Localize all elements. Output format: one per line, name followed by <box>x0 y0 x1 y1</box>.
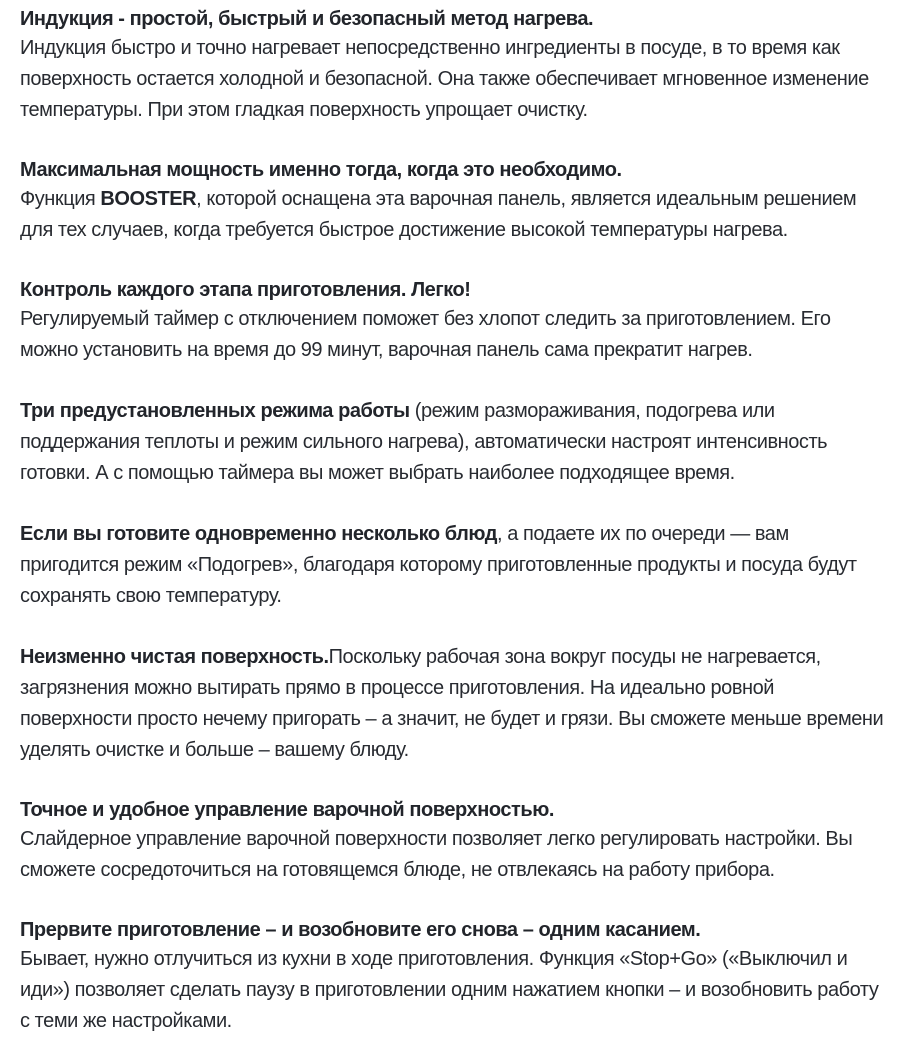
section-body <box>20 396 891 489</box>
section-body <box>20 824 891 886</box>
section-body <box>20 944 891 1037</box>
text-run: Бывает, нужно отлучиться из кухни в ходе приготовления. Функция «Stop+Go» («Выключил и иди») позволяет сделать паузу в приготовлении одним нажатием кнопки – и возобновить работу с теми же настройками. <box>20 948 879 1032</box>
section-body <box>20 642 891 766</box>
text-run: Поскольку рабочая зона вокруг посуды не нагревается, загрязнения можно вытирать прямо в процессе приготовления. На идеально ровной поверхности просто нечему пригорать – а значит, не будет и грязи. Вы сможете меньше времени уделять очистке и больше – вашему блюду. <box>20 646 884 761</box>
bold-text-run: Контроль каждого этапа приготовления. Легко! <box>20 279 471 301</box>
section-body <box>20 33 891 126</box>
text-run: Индукция быстро и точно нагревает непосредственно ингредиенты в посуде, в то время как поверхность остается холодной и безопасной. Она также обеспечивает мгновенное изменение температуры. При этом гладкая поверхность упрощает очистку. <box>20 37 869 121</box>
section-heading <box>20 5 891 33</box>
section-body <box>20 184 891 246</box>
description-section <box>20 916 891 1037</box>
bold-text-run: Три предустановленных режима работы <box>20 400 410 422</box>
bold-text-run: BOOSTER <box>100 188 197 210</box>
section-heading <box>20 156 891 184</box>
section-body <box>20 519 891 612</box>
description-section <box>20 396 891 489</box>
description-section <box>20 642 891 766</box>
description-section <box>20 796 891 886</box>
text-run: , а подаете их по очереди — вам пригодится режим «Подогрев», благодаря которому приготовленные продукты и посуда будут сохранять свою температуру. <box>20 523 857 607</box>
section-heading <box>20 276 891 304</box>
bold-text-run: Если вы готовите одновременно несколько блюд <box>20 523 498 545</box>
bold-text-run: Неизменно чистая поверхность. <box>20 646 329 668</box>
description-section <box>20 156 891 246</box>
section-heading <box>20 916 891 944</box>
description-section <box>20 276 891 366</box>
bold-text-run: Точное и удобное управление варочной поверхностью. <box>20 799 554 821</box>
text-run: (режим размораживания, подогрева или поддержания теплоты и режим сильного нагрева), автоматически настроят интенсивность готовки. А с помощью таймера вы может выбрать наиболее подходящее время. <box>20 400 828 484</box>
text-run: Слайдерное управление варочной поверхности позволяет легко регулировать настройки. Вы сможете сосредоточиться на готовящемся блюде, не отвлекаясь на работу прибора. <box>20 828 853 881</box>
bold-text-run: Индукция - простой, быстрый и безопасный метод нагрева. <box>20 8 594 30</box>
description-section <box>20 519 891 612</box>
description-section <box>20 5 891 126</box>
bold-text-run: Прервите приготовление – и возобновите его снова – одним касанием. <box>20 919 701 941</box>
section-body <box>20 304 891 366</box>
text-run: , которой оснащена эта варочная панель, является идеальным решением для тех случаев, когда требуется быстрое достижение высокой температуры нагрева. <box>20 188 857 241</box>
bold-text-run: Максимальная мощность именно тогда, когда это необходимо. <box>20 159 622 181</box>
text-run: Регулируемый таймер с отключением поможет без хлопот следить за приготовлением. Его можно установить на время до 99 минут, варочная панель сама прекратит нагрев. <box>20 308 831 361</box>
description-sections <box>20 5 891 1037</box>
section-heading <box>20 796 891 824</box>
text-run: Функция <box>20 188 101 210</box>
